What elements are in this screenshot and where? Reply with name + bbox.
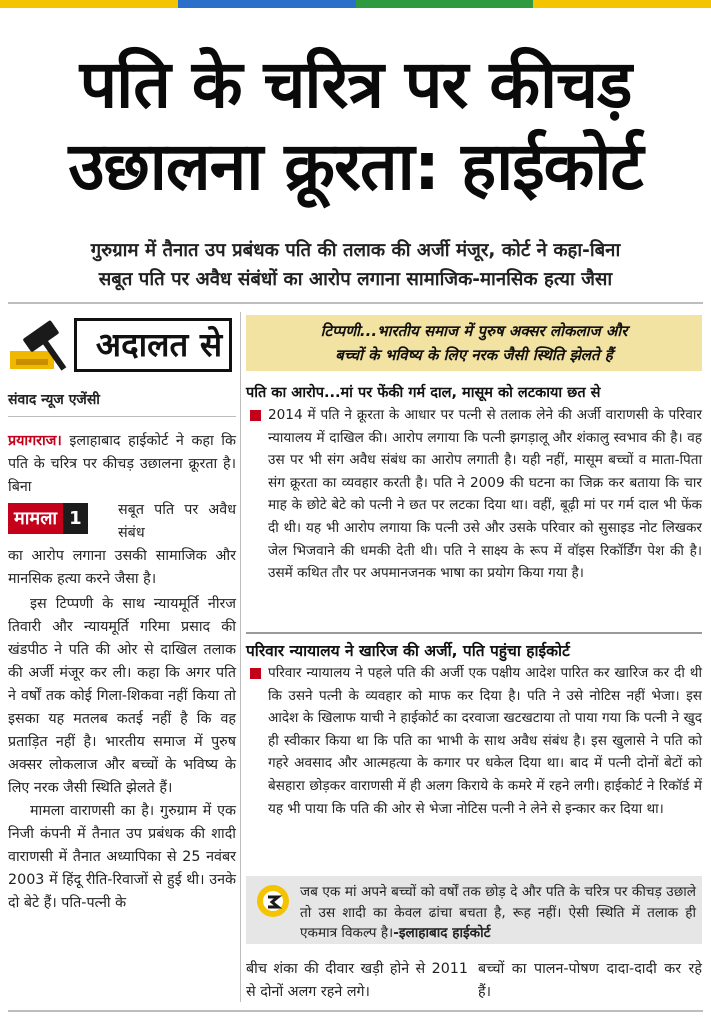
para-2: इस टिप्पणी के साथ न्यायमूर्ति नीरज तिवारी और न्यायमूर्ति गरिमा प्रसाद की खंडपीठ ने पति की ओर से दाखिल तलाक की अर्जी मंजूर कर ली। कहा कि अगर पति ने वर्षों तक कोई गिला-शिकवा नहीं किया तो इसका यह मतलब कतई नहीं है कि वह प्रताड़ित नहीं है। भारतीय समाज में पुरुष अक्सर लोकलाज और बच्चों के भविष्य के लिए नरक जैसी स्थिति झेलते हैं। <box>8 596 236 796</box>
quote-body: जब एक मां अपने बच्चों को वर्षों तक छोड़ दे और पति के चरित्र पर कीचड़ उछाले तो उस शादी का केवल ढांचा बचता है, रूह नहीं। ऐसी स्थिति में तलाक ही एकमात्र विकल्प है। <box>300 884 696 941</box>
para-1-c: का आरोप लगाना उसकी सामाजिक और मानसिक हत्या करने जैसा है। <box>8 548 236 587</box>
para-3: मामला वाराणसी का है। गुरुग्राम में एक निजी कंपनी में तैनात उप प्रबंधक की शादी वाराणसी में तैनात अध्यापिका से 25 नवंबर 2003 में हिंदू रीति-रिवाजों से हुई थी। उनके दो बेटे हैं। पति-पत्नी के <box>8 803 236 911</box>
divider-top <box>8 302 703 304</box>
quote-text <box>300 882 696 944</box>
case-row <box>8 499 236 545</box>
case-badge <box>8 503 112 534</box>
section-logo-box <box>74 318 232 372</box>
subheadline <box>8 236 703 294</box>
case-badge-number: 1 <box>63 503 88 534</box>
dateline-place: प्रयागराज। <box>8 433 62 449</box>
court-quote <box>246 876 702 944</box>
section-logo <box>8 313 234 377</box>
para-intro <box>8 430 236 499</box>
top-color-strip <box>0 0 711 8</box>
divider-column <box>240 312 241 1002</box>
headline-line-1: पति के चरित्र पर कीचड़ <box>79 46 632 123</box>
para-1-a: इलाहाबाद हाईकोर्ट ने कहा कि पति के चरित्र पर कीचड़ उछालना क्रूरता है। बिना <box>8 433 236 495</box>
amar-ujala-logo-icon <box>256 884 290 918</box>
byline: संवाद न्यूज एजेंसी <box>8 392 100 408</box>
continued-col-3: बच्चों का पालन-पोषण दादा-दादी कर रहे हैं। <box>478 961 702 1000</box>
bullet-square-icon <box>250 668 261 679</box>
note-banner-line-1: टिप्पणी...भारतीय समाज में पुरुष अक्सर लोकलाज और <box>320 322 628 340</box>
family-court-box <box>246 640 702 820</box>
gavel-icon <box>8 315 88 375</box>
continued-col-2: बीच शंका की दीवार खड़ी होने से 2011 से दोनों अलग रहने लगे। <box>246 961 468 1000</box>
headline-line-2: उछालना क्रूरता: हाईकोर्ट <box>68 128 643 205</box>
family-court-body <box>246 662 702 820</box>
family-court-text: परिवार न्यायालय ने पहले पति की अर्जी एक पक्षीय आदेश पारित कर खारिज कर दी थी कि उसने पत्नी के व्यवहार को माफ कर दिया है। पति ने उसे नोटिस नहीं भेजा। इस आदेश के खिलाफ याची ने हाईकोर्ट का दरवाजा खटखटाया तो पाया गया कि पत्नी ने खुद ही स्वीकार किया था कि पति का भाभी के साथ अवैध संबंध है। इस खुलासे ने पति को गहरे अवसाद और आत्महत्या के कगार पर धकेल दिया था। बाद में पत्नी दोनों बेटों को बेसहारा छोड़कर वाराणसी में ही अलग किराये के कमरे में रहने लगी। हाईकोर्ट ने रिकॉर्ड में यह भी पाया कि पति की ओर से भेजा नोटिस पत्नी ने लेने से इन्कार कर दिया था। <box>268 665 702 817</box>
subheadline-line-2: सबूत पति पर अवैध संबंधों का आरोप लगाना सामाजिक-मानसिक हत्या जैसा <box>98 269 613 290</box>
quote-source: -इलाहाबाद हाईकोर्ट <box>393 925 491 941</box>
allegation-body <box>246 404 702 585</box>
allegation-box <box>246 382 702 585</box>
note-banner <box>246 315 702 371</box>
allegation-heading: पति का आरोप...मां पर फेंकी गर्म दाल, मासूम को लटकाया छत से <box>246 385 601 401</box>
bullet-square-icon <box>250 410 261 421</box>
left-column <box>8 430 236 915</box>
allegation-text: 2014 में पति ने क्रूरता के आधार पर पत्नी से तलाक लेने की अर्जी वाराणसी के परिवार न्यायालय में दाखिल की। आरोप लगाया कि पत्नी झगड़ालू और शंकालु स्वभाव की है। वह उस पर भी संग अवैध संबंध का आरोप लगाती है। यही नहीं, मासूम बच्चों व माता-पिता संग क्रूरता का व्यवहार करती है। पति ने 2009 की घटना का जिक्र कर बताया कि चार माह के छोटे बेटे को पत्नी ने छत पर लटका दिया था। वहीं, बूढ़ी मां पर गर्म दाल भी फेंक दी थी। यह भी आरोप लगाया कि पत्नी उसे और उसके परिवार को सुसाइड नोट लिखकर जेल भिजवाने की धमकी देती थी। पति ने साक्ष्य के रूप में वॉइस रिकॉर्डिंग पेश की है। उसमें कथित तौर पर अपमानजनक भाषा का प्रयोग किया गया है। <box>268 407 702 582</box>
section-logo-label: अदालत से <box>95 325 223 364</box>
subheadline-line-1: गुरुग्राम में तैनात उप प्रबंधक पति की तलाक की अर्जी मंजूर, कोर्ट ने कहा-बिना <box>90 240 621 261</box>
family-court-heading: परिवार न्यायालय ने खारिज की अर्जी, पति पहुंचा हाईकोर्ट <box>246 642 570 660</box>
headline <box>8 44 703 208</box>
note-banner-line-2: बच्चों के भविष्य के लिए नरक जैसी स्थिति झेलते हैं <box>335 346 613 364</box>
case-badge-label: मामला <box>8 503 63 534</box>
para-1-b: सबूत पति पर अवैध संबंध <box>118 502 236 541</box>
divider-bottom <box>8 1010 703 1012</box>
divider-byline <box>8 416 236 417</box>
divider-box <box>246 632 702 634</box>
